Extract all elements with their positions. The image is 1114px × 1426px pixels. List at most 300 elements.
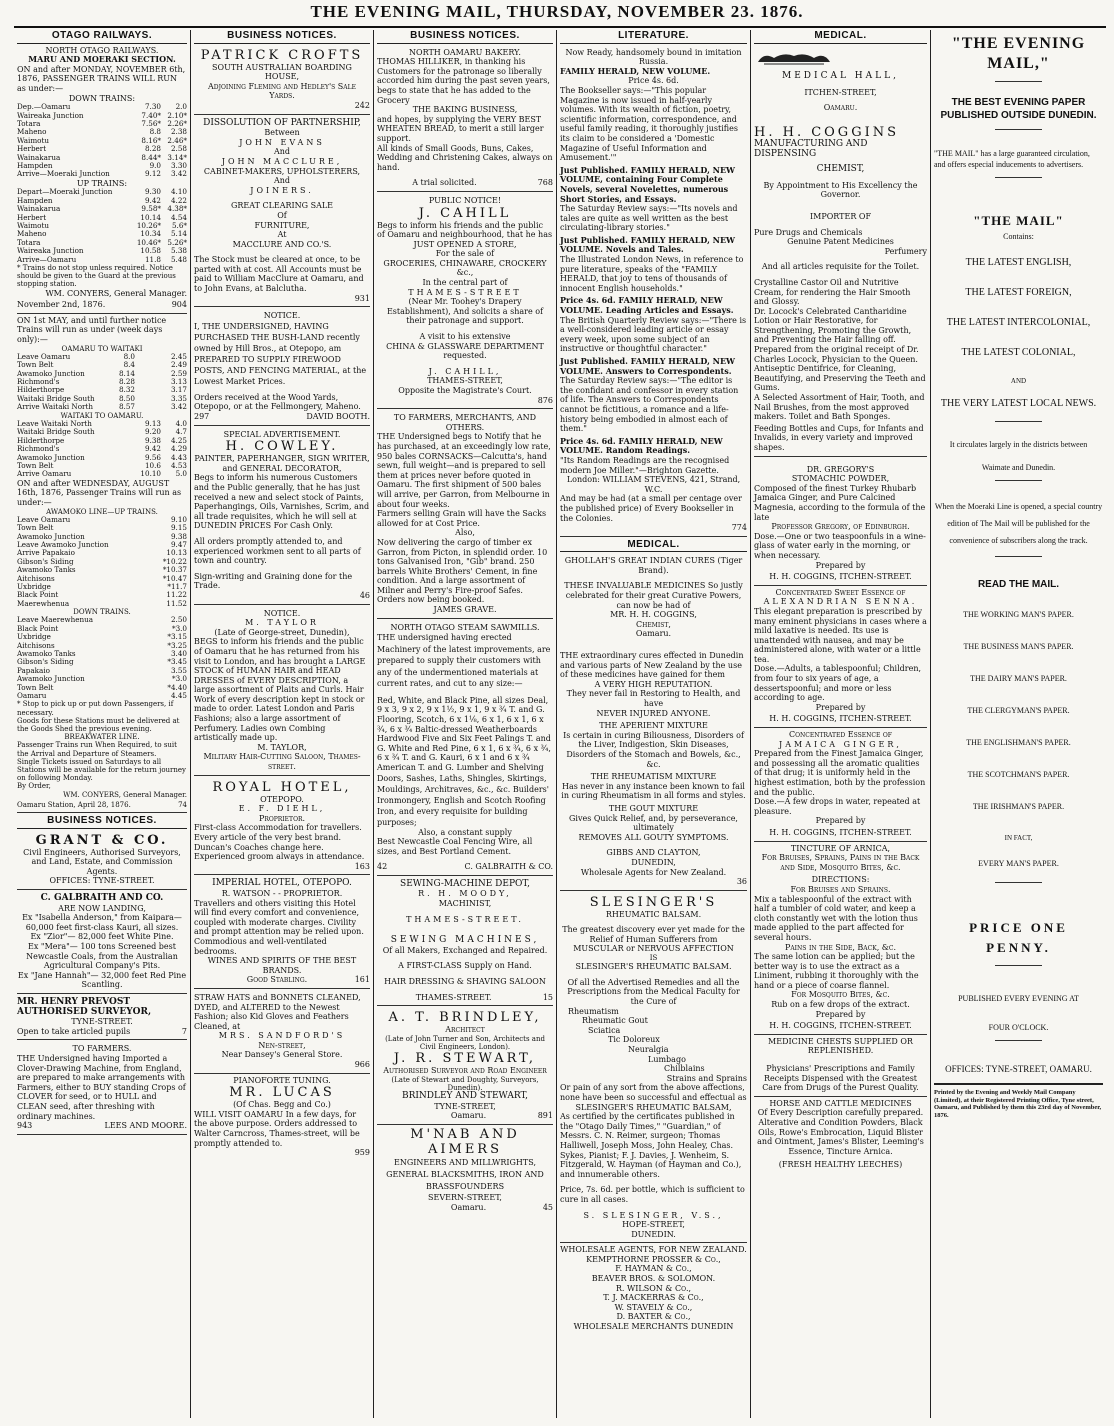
station-name: Depart—Moeraki Junction [17, 187, 113, 197]
timetable-row [17, 112, 187, 120]
gibbs-whole: Wholesale Agents for New Zealand. [580, 867, 727, 877]
ad-number: 42 [377, 862, 388, 872]
train-time: 7.40* [141, 110, 161, 120]
ad-number: 931 [354, 293, 370, 303]
royal-place: OTEPOPO. [260, 794, 304, 804]
imperial-wines: WINES AND SPIRITS OF THE BEST BRANDS. [207, 956, 357, 975]
mail-guarantee: "THE MAIL" has a large guaranteed circulation, and offers especial inducements to advertisers. [934, 149, 1090, 169]
moody-job: MACHINIST, [438, 899, 492, 909]
station-name: Waireaka Junction [17, 246, 84, 256]
stewart-job: Authorised Surveyor and Road Engineer [383, 1066, 547, 1076]
grant-office: OFFICES: TYNE-STREET. [49, 876, 155, 886]
up-trains-table [17, 188, 187, 264]
sawmills-sign-row [377, 862, 553, 872]
ad-grant [17, 831, 187, 890]
timetable-row [17, 230, 187, 238]
cahill-req: requested. [443, 351, 487, 361]
dentifrice-text: Antiseptic Dentifrice, for Cleaning, Beautifying, and Preserving the Teeth and Gums. [754, 364, 926, 393]
station-name: Arrive—Moeraki Junction [17, 169, 110, 179]
moody-stock: A FIRST-CLASS Supply on Hand. [398, 961, 532, 971]
train-time: 2.38 [170, 127, 187, 137]
galbraith-item: Ex "Mera"— 100 tons Screened best Newcastle Coals, from the Australian Agricultural Company's Pits. [26, 942, 178, 971]
down-trains-table [17, 103, 187, 179]
ad-cowley [194, 428, 370, 605]
train-time: 10.14 [140, 212, 161, 222]
piano-title: PIANOFORTE TUNING. [233, 1075, 331, 1085]
prevost-note [17, 1027, 187, 1037]
train-time: 9.47 [170, 539, 187, 549]
ad-number: 15 [542, 992, 553, 1002]
mail-latest: THE LATEST INTERCOLONIAL, [946, 317, 1091, 328]
ad-number: 46 [359, 590, 370, 600]
dissolution-line: JOINERS. [250, 185, 314, 195]
prepared-label: Prepared by [815, 560, 866, 570]
ginger-pre: Concentrated Essence of [789, 730, 892, 740]
notice-title: NOTICE. [263, 311, 301, 321]
cures-text: THE extraordinary cures effected in Dunedin and various parts of New Zealand by the use of these medicines have gained for them [560, 651, 744, 680]
gout-text: Gives Quick Relief, and, by perseverance, ultimately [569, 813, 738, 833]
train-time: 10.26* [136, 221, 161, 231]
galbraith-title: C. GALBRAITH AND CO. [40, 893, 164, 904]
ad-number: 774 [731, 523, 747, 533]
section-header-medical: MEDICAL. [560, 539, 747, 553]
fh-text: The Bookseller says:—"This popular Magazine is now issued in half-yearly volumes. With its wealth of fiction, poetry, scientific information, correspondence, and useful family reading, it thoroughly justifies its claim to be considered a 'Domestic Magazine of Useful Information and Amusement.'" [560, 85, 738, 163]
aperient-text: Is certain in curing Biliousness, Disorders of the Liver, Indigestion, Skin Diseases, Disorders of the Stomach and Bowels, &c., &c. [563, 730, 744, 769]
brindley-name: A. T. BRINDLEY, [388, 1010, 542, 1026]
dissolution-sale-line: Of [277, 210, 287, 220]
breakwater-title: BREAKWATER LINE. [64, 733, 140, 742]
ad-taylor [194, 607, 370, 776]
galbraith-item: Ex "Jane Hannah"— 32,000 feet Red Pine Scantling. [17, 970, 187, 990]
station-name: Uxbridge [17, 581, 51, 591]
royal-text: First-class Accommodation for travellers. Every article of the very best brand. Duncan's Coaches change here. Experienced groom always in attendance. [194, 823, 365, 862]
station-name: Leave Awamoko Junction [17, 539, 109, 549]
railway-signature-2: WM. CONYERS, General Manager. [63, 790, 187, 799]
crofts-title: PATRICK CROFTS [200, 47, 364, 63]
goods-note: Goods for these Stations must be delivered at the Goods Shed the previous evening. [17, 716, 180, 734]
cures-reputation: A VERY HIGH REPUTATION. [594, 679, 713, 689]
train-time: 4.43 [170, 452, 187, 462]
royal-title: ROYAL HOTEL, [212, 779, 352, 795]
ad-family-herald [560, 46, 747, 537]
ad-bakery [377, 46, 553, 192]
ailment: Lumbago [648, 1054, 686, 1064]
dir-bruise-text: Mix a tablespoonful of the extract with half a tumbler of cold water, and keep a cloth constantly wet with the lotion thus made applied to the part affected for several hours. [754, 894, 918, 942]
taylor-name: M. TAYLOR [245, 618, 319, 628]
bs-street: TYNE-STREET, [434, 1101, 496, 1111]
train-time: *3.15 [167, 632, 187, 642]
slesinger-text-3: Or pain of any sort from the above affections, none have been so successful and effectual as [560, 1083, 747, 1102]
royal-prop: Proprietor. [258, 813, 306, 823]
fh-title: Price 4s. 6d. FAMILY HERALD, NEW VOLUME. Leading Articles and Essays. [560, 295, 734, 316]
gregory-sub: STOMACHIC POWDER, [791, 474, 890, 484]
mail-best: THE BEST EVENING PAPER PUBLISHED OUTSIDE DUNEDIN. [940, 97, 1097, 121]
gregory-dose: Dose.—One or two teaspoonfuls in a wine-glass of water early in the morning, or when necessary. [754, 531, 926, 560]
grave-sign: JAMES GRAVE. [433, 605, 497, 615]
train-time: *11.7 [167, 581, 187, 591]
station-name: Gibson's Siding [17, 556, 74, 566]
wholesale-title: WHOLESALE AGENTS, FOR NEW ZEALAND. [560, 1245, 747, 1255]
notice-title: NOTICE. [263, 608, 301, 618]
train-time: *4.40 [167, 682, 187, 692]
imperial-title: IMPERIAL HOTEL, OTEPOPO. [212, 878, 352, 889]
grant-title: GRANT & CO. [35, 832, 169, 848]
special-title: SPECIAL ADVERTISEMENT. [223, 429, 341, 439]
mail-every: EVERY MAN'S PAPER. [978, 859, 1059, 868]
station-name: Uxbridge [17, 632, 51, 642]
public-notice-title: PUBLIC NOTICE! [428, 195, 502, 205]
timetable-row [17, 403, 187, 411]
station-name: Totara [17, 237, 41, 247]
ad-slesinger [560, 893, 747, 1244]
waitaki-title: OAMARU TO WAITAKI [61, 344, 143, 353]
section-header-literature: LITERATURE. [560, 30, 747, 44]
stewart-name: J. R. STEWART, [393, 1051, 537, 1067]
train-time: 8.4 [123, 360, 135, 370]
wholesale-agent: KEMPTHORNE PROSSER & Co., [586, 1254, 721, 1264]
dissolution-line: CABINET-MAKERS, UPHOLSTERERS, [203, 166, 361, 176]
train-time: 9.42 [144, 195, 161, 205]
mail-local: THE VERY LATEST LOCAL NEWS. [940, 398, 1097, 409]
mcnab-town-row [377, 1203, 553, 1213]
mail-circulates-2: Waimate and Dunedin. [981, 463, 1056, 472]
grave-text-2: Farmers selling Grain will have the Sacks allowed for at Cost Price. [377, 509, 547, 528]
dissolution-line: JOHN EVANS [239, 137, 325, 147]
train-time [135, 403, 161, 411]
ailment: Rheumatic Gout [582, 1016, 648, 1026]
train-time: 2.46* [167, 135, 187, 145]
fh-order: And may be had (at a small per centage over the published price) of Every Bookseller in the Colonies. [560, 494, 742, 523]
dissolution-line: JOHN MACCLURE, [221, 156, 343, 166]
ghollah-title: GHOLLAH'S GREAT INDIAN CURES (Tiger Brand). [564, 556, 743, 575]
prepared-by: H. H. COGGINS, ITCHEN-STREET. [754, 1019, 927, 1035]
ad-number: 768 [537, 178, 553, 188]
train-time: 11.52 [166, 598, 187, 608]
bs-town: Oamaru. [450, 1111, 487, 1121]
imperial-text: Travellers and others visiting this Hotel will find every comfort and convenience, coupled with moderate charges. Civility and prompt attention may be relied upon. Commodious and well-ventilated bedrooms. [194, 898, 364, 956]
single-tickets: Single Tickets issued on Saturdays to all Stations will be available for the return journey on following Monday. [17, 757, 186, 783]
train-time: 4.45 [170, 691, 187, 701]
ad-ghollah [560, 554, 747, 890]
wholesale-agent: W. STAVELY & Co., [614, 1302, 693, 1312]
farmers-sign: LEES AND MOORE. [104, 1121, 187, 1131]
wholesale-agent: D. BAXTER & Co., [616, 1312, 691, 1322]
train-time: 8.32 [118, 385, 135, 395]
cahill-sign: J. CAHILL, [428, 366, 502, 376]
breakwater-text: Passenger Trains run When Required, to suit the Arrival and Departure of Steamers. [17, 741, 177, 758]
train-time: *3.0 [171, 674, 187, 684]
prepared-label: Prepared by [815, 1009, 866, 1019]
train-time: 3.42 [170, 402, 187, 412]
ad-number: 943 [17, 1121, 33, 1131]
station-name: Leave Maerewhenua [17, 615, 94, 625]
timetable-row [17, 692, 187, 700]
senna-title: ALEXANDRIAN SENNA. [763, 597, 918, 607]
section-header-business: BUSINESS NOTICES. [17, 815, 187, 829]
leeches: (FRESH HEALTHY LEECHES) [778, 1160, 903, 1170]
train-time: 9.15 [170, 523, 187, 533]
fh-text: The British Quarterly Review says:—"There is a well-considered leading article or essay every week, upon some subject of an instructive or thoughtful character." [560, 315, 747, 354]
senna-dose: Dose.—Adults, a tablespoonful; Children, from four to six years of age, a dessertspoonful; and more or less according to age. [754, 664, 922, 703]
mail-paper: THE DAIRY MAN'S PAPER. [970, 674, 1067, 683]
bakery-business: THE BAKING BUSINESS, [412, 105, 518, 115]
railway-note-2: * Stop to pick up or put down Passengers, if necessary. [17, 700, 174, 717]
brushes-text: A Selected Assortment of Hair, Tooth, and Nail Brushes, from the most approved makers. Toilet and Bath Sponges. [754, 393, 925, 422]
train-time [135, 370, 161, 378]
cahill-open: JUST OPENED A STORE, [413, 239, 517, 249]
cowley-title: H. COWLEY. [225, 439, 339, 455]
ad-number: 242 [354, 100, 370, 110]
ad-number: 36 [736, 877, 747, 887]
taylor-sign-2: Military Hair-Cutting Saloon, Thames-street. [203, 752, 361, 772]
down2-table [17, 616, 187, 700]
senna-text: This elegant preparation is prescribed by many eminent physicians in cases where a mild laxative is needed. Its use is unattended with nausea, and may be administered alone, with water or a little tea. [754, 606, 927, 664]
train-time: 10.58 [140, 246, 161, 256]
sawmills-list-2: Doors, Sashes, Laths, Shingles, Skirtings, Mouldings, Architraves, &c., &c. Builders' Ironmongery, English and Scotch Roofing Iron, and every requisite for building purposes; [377, 773, 549, 827]
slesinger-affection: MUSCULAR or NERVOUS AFFECTION [573, 944, 734, 954]
train-time: *3.0 [171, 623, 187, 633]
ghollah-text: THESE INVALUABLE MEDICINES So justly celebrated for their great Curative Powers, can now be had of [564, 581, 743, 610]
cowley-body-2: All orders promptly attended to, and experienced workmen sent to all parts of town and country. [194, 536, 361, 566]
mail-title: "THE EVENING MAIL," [951, 35, 1086, 72]
dissolution-line: And [273, 176, 291, 186]
station-name: Hilderthorpe [17, 435, 65, 445]
cures-never: NEVER INJURED ANYONE. [596, 708, 711, 718]
column-medical [750, 30, 930, 1418]
train-time: 3.17 [170, 385, 187, 395]
dissolution-sale-line: FURNITURE, [254, 220, 310, 230]
aperient-title: THE APERIENT MIXTURE [599, 721, 708, 731]
taylor-sign: M. TAYLOR, [257, 742, 307, 752]
mail-read: READ THE MAIL. [977, 579, 1060, 590]
train-time: 5.26* [167, 237, 187, 247]
railway-intro-3: ON and after WEDNESDAY, AUGUST 16th, 1876, Passenger Trains will run as under:— [17, 478, 182, 507]
train-time: 10.34 [140, 229, 161, 239]
station-name: Waireaka Junction [17, 110, 84, 120]
ad-number: 904 [171, 300, 187, 310]
station-name: Awamoko Tanks [17, 565, 76, 575]
train-time: 9.30 [144, 187, 161, 197]
straw-address: Nen-street, [258, 1040, 306, 1050]
column-business-1 [190, 30, 373, 1418]
train-time: 4.38* [167, 204, 187, 214]
train-time: 2.58 [170, 144, 187, 154]
station-name: Maheno [17, 127, 47, 137]
train-time: 3.13 [170, 377, 187, 387]
sawmills-title: NORTH OTAGO STEAM SAWMILLS. [390, 622, 540, 632]
train-time: 8.8 [149, 127, 161, 137]
sawmills-text: THE undersigned having erected Machinery of the latest improvements, are prepared to supply their customers with any of the undermentioned materials at current rates, and cut to any size:— [377, 633, 551, 689]
wholesale-agent: BEAVER BROS. & SOLOMON. [591, 1274, 716, 1284]
dissolution-sale: GREAT CLEARING SALE [230, 201, 334, 211]
mail-subtitle: "THE MAIL" [973, 213, 1064, 228]
cahill-address: THAMES-STREET, [427, 376, 503, 386]
train-time [135, 395, 161, 403]
bakery-text: THOMAS HILLIKER, in thanking his Customers for the patronage so liberally accorded him during the past seven years, begs to state that he has added to the Grocery [377, 57, 550, 105]
imperial-owner: R. WATSON - - PROPRIETOR. [221, 888, 343, 898]
train-time: 3.42 [170, 169, 187, 179]
station-name: Arrive—Oamaru [17, 254, 77, 264]
ghollah-chemist: Chemist, [636, 619, 671, 629]
station-name: Herbert [17, 144, 47, 154]
wholesale-end: WHOLESALE MERCHANTS DUNEDIN [573, 1322, 734, 1332]
dir-mosq-title: For Mosquito Bites, &c. [791, 990, 890, 1000]
taylor-sub: (Late of George-street, Dunedin), [214, 627, 350, 637]
train-time: 2.59 [170, 368, 187, 378]
note-text: Open to take articled pupils [17, 1026, 131, 1036]
ad-number: 966 [354, 1060, 370, 1070]
slesinger-text-2: Of all the Advertised Remedies and all the Prescriptions from the Medical Faculty for the Cure of [567, 977, 740, 1007]
station-name: Waimotu [17, 135, 50, 145]
cowley-text: PAINTER, PAPERHANGER, SIGN WRITER, and GENERAL DECORATOR, [194, 454, 370, 473]
station-name: Leave Waitaki North [17, 418, 92, 428]
train-time: 7.56* [141, 118, 161, 128]
cahill-text: Begs to inform his friends and the public of Oamaru and neighbourhood, that he has [377, 220, 553, 240]
train-time: 2.49 [170, 360, 187, 370]
fh-text: The Illustrated London News, in reference to pure literature, speaks of the "FAMILY HERALD, that joy to tens of thousands of innocent English households." [560, 255, 744, 293]
railway-signature: WM. CONYERS, General Manager. [45, 288, 187, 298]
train-time: *10.22 [162, 556, 187, 566]
train-time: 10.46* [136, 237, 161, 247]
station-name: Town Belt [17, 360, 54, 370]
train-time: 9.12 [144, 169, 161, 179]
wholesale-agent: T. J. MACKERRAS & Co., [603, 1293, 704, 1303]
slesinger-name: SLESINGER'S RHEUMATIC BALSAM. [575, 962, 732, 972]
cowley-body: Begs to inform his numerous Customers and the Public generally, that he has just received a new and select stock of Paints, Paperhangings, Oils, Varnishes, Scrim, and all trade requisites, which he will sell at DUNEDIN PRICES For Cash Only. [194, 473, 370, 531]
mail-oclock: FOUR O'CLOCK. [988, 1023, 1049, 1032]
timetable-row [17, 170, 187, 178]
slesinger-address: HOPE-STREET, [622, 1220, 685, 1230]
station-name: Town Belt [17, 523, 54, 533]
farmers-title: TO FARMERS. [72, 1044, 132, 1054]
importer-title: IMPORTER OF [809, 211, 872, 221]
slesinger-title: SLESINGER'S [589, 894, 718, 910]
dissolution-line: And [273, 147, 291, 157]
up-trains-title: UP TRAINS: [76, 178, 128, 188]
mail-moeraki: When the Moeraki Line is opened, a special country edition of The Mail will be published for the convenience of subscribers along the track. [934, 502, 1103, 545]
gout-title: THE GOUT MIXTURE [608, 803, 699, 813]
date-text: Oamaru Station, April 28, 1876. [17, 800, 131, 809]
station-name: Oamaru [17, 691, 47, 701]
moody-name: R. H. MOODY, [418, 889, 512, 899]
station-name: Richmond's [17, 444, 60, 454]
cahill-centre: In the central part of [422, 278, 508, 288]
train-time: 8.50 [118, 393, 135, 403]
masthead: THE EVENING MAIL, THURSDAY, NOVEMBER 23. 1876. [310, 2, 804, 21]
gout-big: REMOVES ALL GOUTY SYMPTOMS. [578, 832, 729, 842]
mail-price: PRICE ONE PENNY. [969, 920, 1068, 955]
section-header-railways: OTAGO RAILWAYS. [17, 30, 187, 44]
locock-text: Dr. Locock's Celebrated Cantharidine Lotion or Hair Restorative, for Strengthening, Promoting the Growth, and Preventing the Hair falling off. Prepared from the original receipt of Dr. Charles Locock, Physician to the Queen. [754, 306, 919, 364]
station-name: Awamoko Junction [17, 452, 85, 462]
notice-sign: DAVID BOOTH. [306, 412, 370, 422]
fh-text: "Its Random Readings are the recognised modern Joe Miller."—Brighton Gazette. [560, 455, 730, 475]
coggins-chemist: CHEMIST, [816, 164, 865, 175]
train-time: 5.14 [170, 229, 187, 239]
station-name: Town Belt [17, 460, 54, 470]
train-time: 7.30 [144, 102, 161, 112]
ailment: Rheumatism [568, 1006, 619, 1016]
train-time: 4.53 [170, 460, 187, 470]
wholesale-agent: R. WILSON & Co., [615, 1283, 692, 1293]
train-time: 3.40 [170, 649, 187, 659]
down-trains-title: DOWN TRAINS: [68, 93, 136, 103]
gregory-prof: Professor Gregory, of Edinburgh. [771, 522, 910, 532]
bakery-trial-row [377, 178, 553, 188]
station-name: Totara [17, 118, 41, 128]
ginger-text: Prepared from the Finest Jamaica Ginger, and possessing all the aromatic qualities of that drug; it is uniformly held in the highest estimation, both by the profession and the public. [754, 749, 926, 797]
bs-town-row [377, 1111, 553, 1121]
timetable-row [17, 600, 187, 608]
column-railways [14, 30, 190, 1418]
station-name: Arrive Oamaru [17, 469, 72, 479]
ailment: Sciatica [588, 1025, 621, 1035]
hair-street-row [377, 993, 553, 1003]
slesinger-cert: As certified by the certificates published in the "Otago Daily Times," "Guardian," of Messrs. C. N. Reimer, surgeon; Thomas Halliwell, Joseph Moss, John Healey, Chas. Sykes, Pianist; F. J. Davies, J. Wenheim, S. Fitzgerald, W. Hayman (of Hayman and Co.), and innumerable others. [560, 1112, 742, 1179]
imperial-stab: Good Stabling. [246, 975, 308, 985]
station-name: Leave Oamaru [17, 351, 71, 361]
ad-dissolution [194, 117, 370, 308]
ad-galbraith [17, 892, 187, 994]
railway-intro-2: ON 1st MAY, and until further notice Trains will run as under (week days only):— [17, 315, 167, 345]
ghollah-seller: MR. H. H. COGGINS, [610, 610, 697, 620]
train-time [135, 361, 161, 369]
train-time: *3.25 [167, 640, 187, 650]
train-time: 10.10 [140, 469, 161, 479]
straw-address-2: Near Dansey's General Store. [221, 1050, 343, 1060]
train-time: 4.22 [170, 195, 187, 205]
galbraith-text: ARE NOW LANDING, [58, 903, 146, 913]
straw-text: STRAW HATS and BONNETS CLEANED, DYED, and ALTERED to the Newest Fashion; also Kid Gloves and Feathers Cleaned, at [194, 992, 361, 1031]
railway-intro: ON and after MONDAY, NOVEMBER 6th, 1876, PASSENGER TRAINS WILL RUN as under:— [17, 64, 186, 93]
section-header-business: BUSINESS NOTICES. [194, 30, 370, 44]
station-name: Awamoko Junction [17, 368, 85, 378]
gregory-text: Composed of the finest Turkey Rhubarb Jamaica Ginger, and Pure Calcined Magnesia, according to the formula of the late [754, 483, 926, 522]
chests-title: MEDICINE CHESTS SUPPLIED OR REPLENISHED. [768, 1036, 913, 1056]
slesinger-name-2: SLESINGER'S RHEUMATIC BALSAM, [575, 1102, 732, 1112]
mail-paper: THE IRISHMAN'S PAPER. [972, 802, 1065, 811]
ad-number: 891 [537, 1111, 553, 1121]
mcnab-town: Oamaru. [450, 1202, 487, 1212]
ad-grave [377, 411, 553, 618]
station-name: Arrive Waitaki North [17, 402, 93, 412]
ad-piano [194, 1076, 370, 1158]
train-time: 9.42 [144, 444, 161, 454]
notice-sign-row [194, 412, 370, 422]
mcnab-text: ENGINEERS AND MILLWRIGHTS, GENERAL BLACKSMITHS, IRON AND BRASSFOUNDERS [386, 1158, 544, 1191]
bakery-text-3: All kinds of Small Goods, Buns, Cakes, Wedding and Christening Cakes, always on hand. [377, 143, 553, 172]
station-name: Maerewhenua [17, 598, 70, 608]
ad-mcnab [377, 1127, 553, 1212]
mail-imprint: Printed by the Evening and Weekly Mail Company (Limited), at their Registered Printing Office, Tyne street, Oamaru, and Published by them this 23rd day of November, 1876. [934, 1089, 1102, 1119]
train-time: 8.0 [123, 351, 135, 361]
cahill-dept: CHINA & GLASSWARE DEPARTMENT [386, 341, 544, 351]
train-time: 2.26* [167, 118, 187, 128]
train-time: 11.22 [166, 590, 187, 600]
train-time: 8.57 [118, 402, 135, 412]
train-time: 4.7 [175, 427, 187, 437]
slesinger-price: Price, 7s. 6d. per bottle, which is sufficient to cure in all cases. [560, 1185, 745, 1204]
train-time: 2.0 [175, 102, 187, 112]
brindley-text: (Late of John Turner and Son, Architects and Civil Engineers, London). [385, 1034, 545, 1052]
moody-title: SEWING-MACHINE DEPOT, [400, 878, 530, 889]
notice-text: I, THE UNDERSIGNED, HAVING PURCHASED THE BUSH-LAND recently owned by Hill Bros., at Otepopo, am PREPARED TO SUPPLY FIREWOOD POSTS, AND FENCING MATERIAL, at the Lowest Market Prices. [194, 321, 367, 386]
ad-brindley-stewart [377, 1008, 553, 1125]
mail-fact: IN FACT, [1004, 834, 1033, 842]
medical-hall-town: Oamaru. [823, 103, 858, 113]
dissolution-title: DISSOLUTION OF PARTNERSHIP, [203, 117, 361, 128]
mail-offices: OFFICES: TYNE-STREET, OAMARU. [945, 1064, 1092, 1074]
